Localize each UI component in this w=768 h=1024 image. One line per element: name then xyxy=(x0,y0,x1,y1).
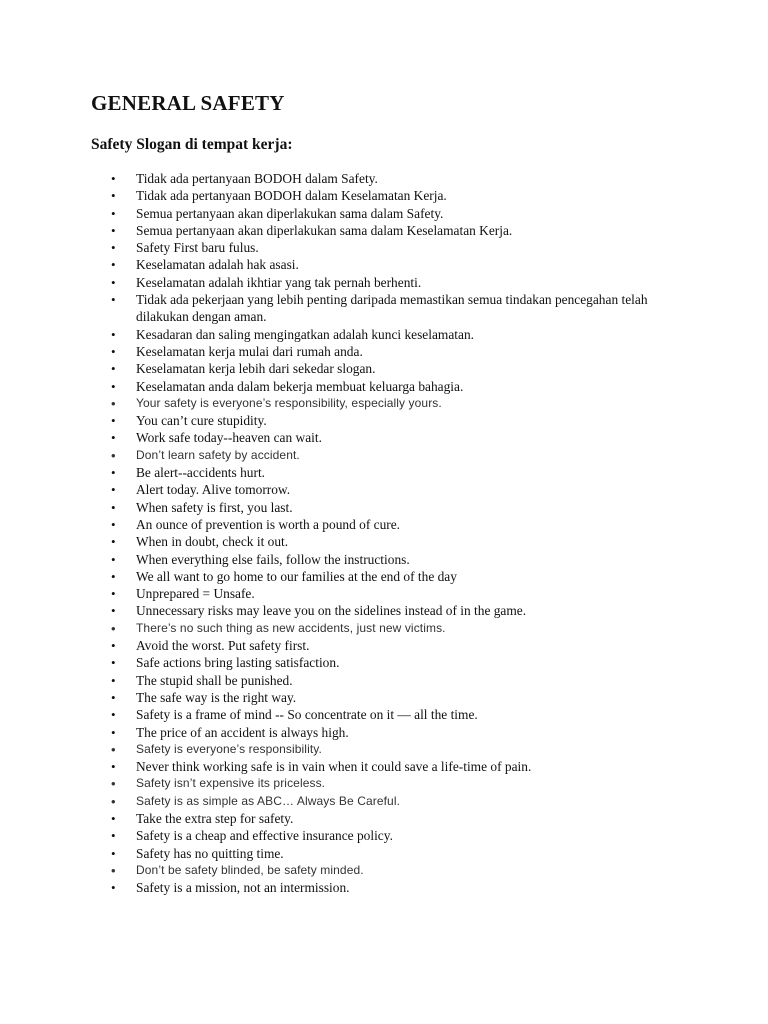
list-item: • Tidak ada pekerjaan yang lebih penting daripada memastikan semua tindakan pencegahan telah dilakukan dengan aman. xyxy=(91,291,651,326)
list-item: • Safety isn’t expensive its priceless. xyxy=(91,775,651,792)
list-item: • Safe actions bring lasting satisfaction. xyxy=(91,654,651,671)
list-item: • Avoid the worst. Put safety first. xyxy=(91,637,651,654)
list-item: • Don’t be safety blinded, be safety minded. xyxy=(91,862,651,879)
list-item: • The price of an accident is always high. xyxy=(91,724,651,741)
list-item: • Safety has no quitting time. xyxy=(91,845,651,862)
list-item: • Semua pertanyaan akan diperlakukan sama dalam Safety. xyxy=(91,205,651,222)
list-item: • Safety is a mission, not an intermission. xyxy=(91,879,651,896)
list-item: • The safe way is the right way. xyxy=(91,689,651,706)
list-item: • Keselamatan adalah ikhtiar yang tak pernah berhenti. xyxy=(91,274,651,291)
list-item: • Work safe today--heaven can wait. xyxy=(91,429,651,446)
page-title: GENERAL SAFETY xyxy=(91,91,285,115)
list-item: • Keselamatan anda dalam bekerja membuat keluarga bahagia. xyxy=(91,378,651,395)
list-item: • Keselamatan kerja mulai dari rumah anda. xyxy=(91,343,651,360)
list-item: • An ounce of prevention is worth a pound of cure. xyxy=(91,516,651,533)
list-item: • Safety is everyone’s responsibility. xyxy=(91,741,651,758)
list-item: • You can’t cure stupidity. xyxy=(91,412,651,429)
list-item: • The stupid shall be punished. xyxy=(91,672,651,689)
list-item: • Don’t learn safety by accident. xyxy=(91,447,651,464)
list-item: • Semua pertanyaan akan diperlakukan sama dalam Keselamatan Kerja. xyxy=(91,222,651,239)
section-heading: Safety Slogan di tempat kerja: xyxy=(91,136,293,153)
list-item: • When everything else fails, follow the instructions. xyxy=(91,551,651,568)
list-item: • Alert today. Alive tomorrow. xyxy=(91,481,651,498)
list-item: • When in doubt, check it out. xyxy=(91,533,651,550)
list-item: • Keselamatan kerja lebih dari sekedar slogan. xyxy=(91,360,651,377)
list-item: • We all want to go home to our families at the end of the day xyxy=(91,568,651,585)
list-item: • Safety First baru fulus. xyxy=(91,239,651,256)
list-item: • Never think working safe is in vain when it could save a life-time of pain. xyxy=(91,758,651,775)
list-item: • Be alert--accidents hurt. xyxy=(91,464,651,481)
list-item: • When safety is first, you last. xyxy=(91,499,651,516)
list-item: • Tidak ada pertanyaan BODOH dalam Keselamatan Kerja. xyxy=(91,187,651,204)
list-item: • Kesadaran dan saling mengingatkan adalah kunci keselamatan. xyxy=(91,326,651,343)
list-item: • Unnecessary risks may leave you on the sidelines instead of in the game. xyxy=(91,602,651,619)
list-item: • Tidak ada pertanyaan BODOH dalam Safety. xyxy=(91,170,651,187)
list-item: • There’s no such thing as new accidents, just new victims. xyxy=(91,620,651,637)
list-item: • Take the extra step for safety. xyxy=(91,810,651,827)
list-item: • Unprepared = Unsafe. xyxy=(91,585,651,602)
list-item: • Safety is a frame of mind -- So concentrate on it — all the time. xyxy=(91,706,651,723)
list-item: • Safety is a cheap and effective insurance policy. xyxy=(91,827,651,844)
list-item: • Keselamatan adalah hak asasi. xyxy=(91,256,651,273)
list-item: • Safety is as simple as ABC… Always Be Careful. xyxy=(91,793,651,810)
list-item: • Your safety is everyone’s responsibility, especially yours. xyxy=(91,395,651,412)
slogan-list xyxy=(91,170,651,896)
